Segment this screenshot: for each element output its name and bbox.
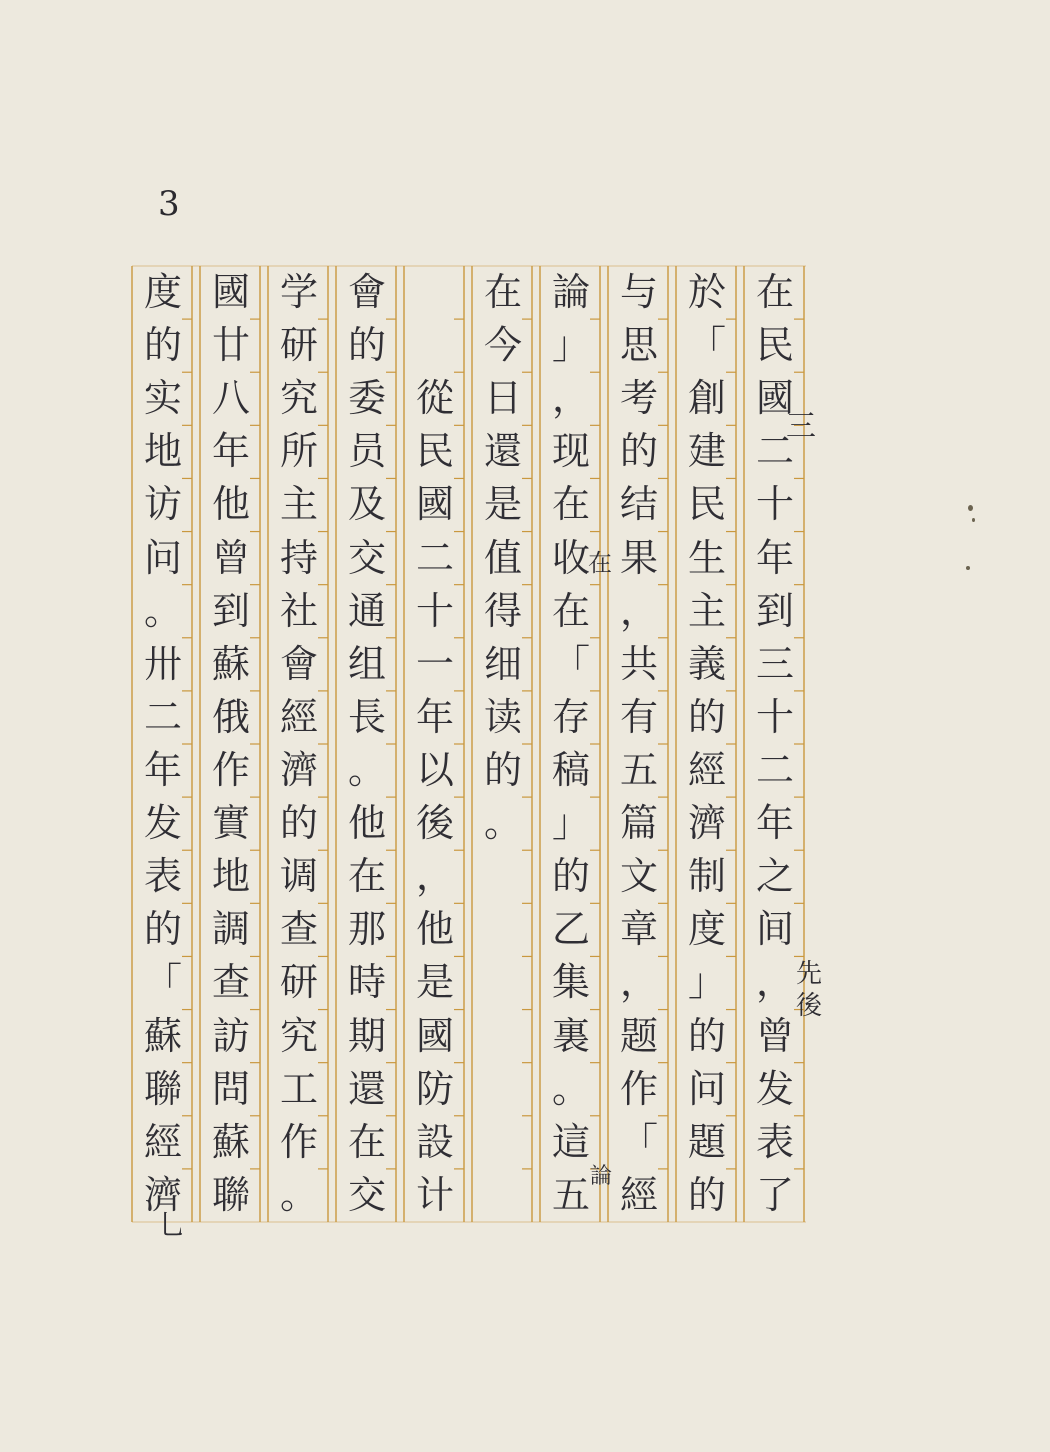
manuscript-character: 作 (619, 1066, 658, 1111)
manuscript-character: 民 (687, 482, 726, 527)
manuscript-character: 员 (347, 429, 386, 474)
manuscript-character: 裏 (551, 1013, 590, 1058)
manuscript-character: 問 (211, 1066, 250, 1111)
manuscript-character: 國 (211, 270, 250, 314)
manuscript-character: 主 (687, 588, 726, 633)
manuscript-character: 期 (347, 1013, 386, 1058)
manuscript-character: ， (551, 376, 590, 421)
text-column (337, 266, 397, 1222)
manuscript-character: 實 (211, 801, 250, 846)
manuscript-character: 聯 (143, 1066, 182, 1111)
manuscript-character: 查 (279, 907, 318, 952)
manuscript-character: 考 (619, 376, 658, 421)
manuscript-character: 的 (687, 1013, 726, 1058)
manuscript-character: 這 (551, 1119, 590, 1164)
manuscript-character: 篇 (619, 801, 658, 846)
paper-speck (966, 566, 970, 570)
manuscript-character: 國 (755, 376, 794, 421)
manuscript-character: 二 (415, 535, 454, 580)
manuscript-character: 的 (279, 801, 318, 846)
manuscript-character: 」 (551, 801, 590, 846)
manuscript-character: 乙 (551, 907, 590, 952)
manuscript-character: 现 (551, 429, 590, 474)
manuscript-character: 。 (143, 588, 182, 633)
manuscript-character: 國 (415, 1013, 454, 1058)
manuscript-character: 究 (279, 1013, 318, 1058)
manuscript-character: 是 (483, 482, 522, 527)
manuscript-character: 於 (687, 270, 726, 314)
manuscript-character: 工 (279, 1066, 318, 1111)
manuscript-character: 地 (143, 429, 182, 474)
manuscript-character: 會 (347, 270, 386, 314)
manuscript-character: 委 (347, 376, 386, 421)
text-column (609, 266, 669, 1222)
manuscript-character: 論 (551, 270, 590, 314)
manuscript-character: 稿 (551, 747, 590, 792)
manuscript-character: 发 (143, 801, 182, 846)
manuscript-character: 在 (483, 270, 522, 314)
manuscript-character: 設 (415, 1119, 454, 1164)
manuscript-character: 從 (415, 376, 454, 421)
manuscript-character: 調 (211, 907, 250, 952)
manuscript-character: 長 (347, 694, 386, 739)
manuscript-character: ， (415, 854, 454, 899)
manuscript-character: 卅 (143, 641, 182, 686)
manuscript-character: 訪 (211, 1013, 250, 1058)
manuscript-character: 經 (143, 1119, 182, 1164)
manuscript-character: ， (619, 960, 658, 1005)
manuscript-character: 题 (619, 1013, 658, 1058)
text-column (677, 266, 737, 1222)
manuscript-character: 他 (415, 907, 454, 952)
manuscript-character: 的 (483, 747, 522, 792)
manuscript-character: 及 (347, 482, 386, 527)
manuscript-character: 集 (551, 960, 590, 1005)
manuscript-character: 的 (687, 694, 726, 739)
manuscript-character: 。 (347, 747, 386, 792)
manuscript-character: 「 (619, 1119, 658, 1164)
manuscript-character: 。 (483, 801, 522, 846)
manuscript-character: 章 (619, 907, 658, 952)
manuscript-character: 学 (279, 270, 318, 314)
manuscript-character: 會 (279, 641, 318, 686)
text-column (133, 266, 193, 1222)
manuscript-character: 二 (755, 429, 794, 474)
manuscript-character: 民 (415, 429, 454, 474)
manuscript-character: 生 (687, 535, 726, 580)
manuscript-character: 曾 (211, 535, 250, 580)
manuscript-character: 的 (551, 854, 590, 899)
manuscript-character: 的 (687, 1172, 726, 1217)
manuscript-character: 。 (551, 1066, 590, 1111)
manuscript-character: 研 (279, 960, 318, 1005)
manuscript-character: 五 (619, 747, 658, 792)
manuscript-character: 主 (279, 482, 318, 527)
manuscript-character: 創 (687, 376, 726, 421)
manuscript-character: 与 (619, 270, 658, 314)
manuscript-character: 十 (415, 588, 454, 633)
manuscript-character: 度 (687, 907, 726, 952)
manuscript-character: 得 (483, 588, 522, 633)
manuscript-character: 年 (211, 429, 250, 474)
manuscript-character: 三 (755, 641, 794, 686)
manuscript-character: ， (755, 960, 794, 1005)
manuscript-character: 在 (347, 1119, 386, 1164)
manuscript-character: 作 (279, 1119, 318, 1164)
margin-section-mark: 三 (786, 409, 816, 444)
manuscript-character: 在 (551, 482, 590, 527)
manuscript-character: 度 (143, 270, 182, 314)
manuscript-character: 他 (347, 801, 386, 846)
manuscript-character: 題 (687, 1119, 726, 1164)
manuscript-character: 以 (415, 747, 454, 792)
text-column (269, 266, 329, 1222)
manuscript-character: 间 (755, 907, 794, 952)
manuscript-character: 实 (143, 376, 182, 421)
insertion-note-xianhou: 先後 (796, 959, 823, 1021)
manuscript-character: 。 (279, 1172, 318, 1217)
manuscript-character: 後 (415, 801, 454, 846)
insertion-note-zai: 在 (588, 549, 612, 577)
manuscript-character: 俄 (211, 694, 250, 739)
manuscript-character: 五 (551, 1172, 590, 1217)
manuscript-character: 结 (619, 482, 658, 527)
manuscript-character: 在 (551, 588, 590, 633)
manuscript-character: 了 (755, 1172, 794, 1217)
trailing-mark: 乚 (158, 1208, 187, 1241)
manuscript-character: 濟 (687, 801, 726, 846)
manuscript-character: 在 (347, 854, 386, 899)
manuscript-character: 查 (211, 960, 250, 1005)
manuscript-character: 的 (143, 907, 182, 952)
manuscript-character: 文 (619, 854, 658, 899)
manuscript-character: 八 (211, 376, 250, 421)
manuscript-character: 經 (687, 747, 726, 792)
manuscript-character: 是 (415, 960, 454, 1005)
manuscript-character: 表 (755, 1119, 794, 1164)
manuscript-character: 所 (279, 429, 318, 474)
manuscript-character: 還 (347, 1066, 386, 1111)
manuscript-character: 民 (755, 323, 794, 368)
manuscript-character: 存 (551, 694, 590, 739)
manuscript-character: 调 (279, 854, 318, 899)
manuscript-character: 果 (619, 535, 658, 580)
text-column (201, 266, 261, 1222)
manuscript-character: 二 (755, 747, 794, 792)
manuscript-character: 經 (279, 694, 318, 739)
manuscript-character: 國 (415, 482, 454, 527)
manuscript-character: 曾 (755, 1013, 794, 1058)
manuscript-character: 收 (551, 535, 590, 580)
manuscript-character: 廿 (211, 323, 250, 368)
manuscript-character: 年 (755, 801, 794, 846)
text-column (541, 266, 601, 1222)
manuscript-character: 「 (143, 960, 182, 1005)
manuscript-character: 交 (347, 1172, 386, 1217)
manuscript-character: 通 (347, 588, 386, 633)
manuscript-character: 社 (279, 588, 318, 633)
manuscript-character: 「 (687, 323, 726, 368)
manuscript-character: 年 (755, 535, 794, 580)
manuscript-character: 蘇 (211, 641, 250, 686)
manuscript-character: 制 (687, 854, 726, 899)
manuscript-character: 的 (619, 429, 658, 474)
manuscript-character: 有 (619, 694, 658, 739)
manuscript-character: 问 (687, 1066, 726, 1111)
manuscript-character: 研 (279, 323, 318, 368)
manuscript-character: 」 (551, 323, 590, 368)
manuscript-character: 今 (483, 323, 522, 368)
paper-speck (972, 518, 975, 522)
manuscript-character: 究 (279, 376, 318, 421)
manuscript-character: 那 (347, 907, 386, 952)
manuscript-character: 「 (551, 641, 590, 686)
manuscript-character: 十 (755, 694, 794, 739)
manuscript-character: 细 (483, 641, 522, 686)
manuscript-character: 年 (415, 694, 454, 739)
manuscript-character: 持 (279, 535, 318, 580)
manuscript-character: 聯 (211, 1172, 250, 1217)
manuscript-character: 计 (415, 1172, 454, 1217)
manuscript-character: 義 (687, 641, 726, 686)
manuscript-character: 一 (415, 641, 454, 686)
manuscript-character: 思 (619, 323, 658, 368)
manuscript-character: 經 (619, 1172, 658, 1217)
paper-speck (968, 505, 973, 511)
manuscript-character: 组 (347, 641, 386, 686)
manuscript-character: 二 (143, 694, 182, 739)
manuscript-character: 作 (211, 747, 250, 792)
manuscript-character: 建 (687, 429, 726, 474)
insertion-note-lun: 論 (590, 1164, 613, 1189)
manuscript-character: 交 (347, 535, 386, 580)
manuscript-character: 時 (347, 960, 386, 1005)
manuscript-character: 十 (755, 482, 794, 527)
manuscript-character: 蘇 (211, 1119, 250, 1164)
text-column (405, 372, 465, 1222)
manuscript-character: 问 (143, 535, 182, 580)
manuscript-character: 防 (415, 1066, 454, 1111)
manuscript-character: 濟 (143, 1172, 182, 1217)
manuscript-character: 日 (483, 376, 522, 421)
manuscript-character: 年 (143, 747, 182, 792)
manuscript-character: 发 (755, 1066, 794, 1111)
manuscript-character: 的 (347, 323, 386, 368)
manuscript-character: 的 (143, 323, 182, 368)
manuscript-character: 還 (483, 429, 522, 474)
manuscript-character: 之 (755, 854, 794, 899)
manuscript-character: 濟 (279, 747, 318, 792)
manuscript-character: 在 (755, 270, 794, 314)
manuscript-character: 值 (483, 535, 522, 580)
manuscript-character: 地 (211, 854, 250, 899)
page-number: 3 (158, 184, 180, 224)
manuscript-character: ， (619, 588, 658, 633)
manuscript-character: 共 (619, 641, 658, 686)
manuscript-character: 到 (755, 588, 794, 633)
manuscript-character: 表 (143, 854, 182, 899)
manuscript-character: 读 (483, 694, 522, 739)
manuscript-character: 蘇 (143, 1013, 182, 1058)
text-column (473, 266, 533, 1222)
manuscript-character: 访 (143, 482, 182, 527)
manuscript-character: 他 (211, 482, 250, 527)
manuscript-character: 到 (211, 588, 250, 633)
manuscript-character: 」 (687, 960, 726, 1005)
